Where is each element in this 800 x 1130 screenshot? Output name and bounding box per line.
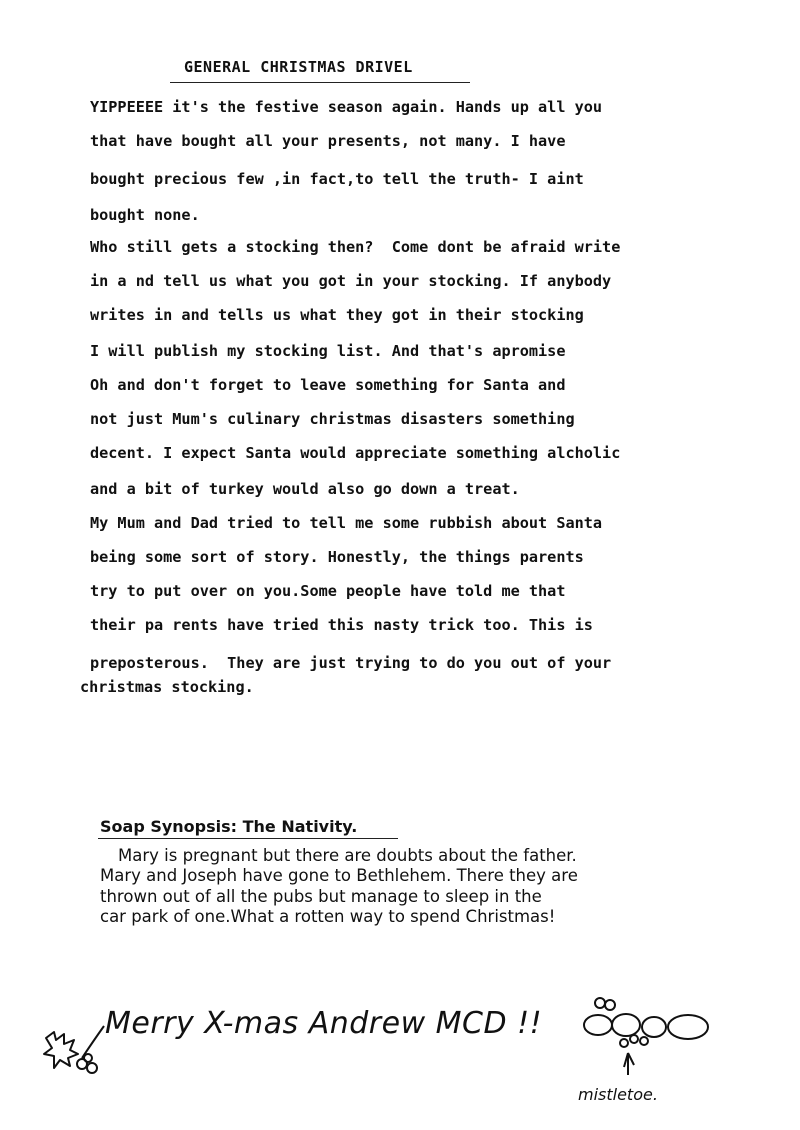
body-line: not just Mum's culinary christmas disasters something (90, 410, 575, 428)
body-line: being some sort of story. Honestly, the things parents (90, 548, 584, 566)
mistletoe-icon (578, 995, 718, 1087)
body-line: try to put over on you.Some people have told me that (90, 582, 566, 600)
body-line: Who still gets a stocking then? Come dont be afraid write (90, 238, 621, 256)
body-line: My Mum and Dad tried to tell me some rubbish about Santa (90, 514, 603, 532)
body-line: decent. I expect Santa would appreciate something alcholic (90, 444, 621, 462)
soap-heading: Soap Synopsis: The Nativity. (100, 817, 358, 836)
soap-line: thrown out of all the pubs but manage to sleep in the (100, 887, 542, 906)
body-line: preposterous. They are just trying to do you out of your (90, 654, 612, 672)
body-line: I will publish my stocking list. And that's apromise (90, 342, 566, 360)
soap-underline (98, 838, 398, 839)
body-line: YIPPEEEE it's the festive season again. Hands up all you (90, 98, 603, 116)
body-line: writes in and tells us what they got in their stocking (90, 306, 584, 324)
body-line: bought precious few ,in fact,to tell the truth- I aint (90, 170, 584, 188)
signature: Merry X-mas Andrew MCD !! (105, 1006, 543, 1041)
body-line: and a bit of turkey would also go down a treat. (90, 480, 520, 498)
soap-line: Mary and Joseph have gone to Bethlehem. There they are (100, 866, 578, 885)
body-line: in a nd tell us what you got in your stocking. If anybody (90, 272, 612, 290)
body-line: their pa rents have tried this nasty trick too. This is (90, 616, 593, 634)
body-line: Oh and don't forget to leave something for Santa and (90, 376, 566, 394)
holly-icon (42, 1018, 112, 1076)
body-line: that have bought all your presents, not many. I have (90, 132, 566, 150)
body-line: christmas stocking. (80, 678, 254, 696)
page-title: GENERAL CHRISTMAS DRIVEL (184, 58, 413, 76)
title-underline (170, 82, 470, 83)
soap-line: car park of one.What a rotten way to spend Christmas! (100, 907, 556, 926)
body-line: bought none. (90, 206, 200, 224)
mistletoe-label: mistletoe. (578, 1085, 658, 1104)
soap-line: Mary is pregnant but there are doubts about the father. (118, 846, 577, 865)
